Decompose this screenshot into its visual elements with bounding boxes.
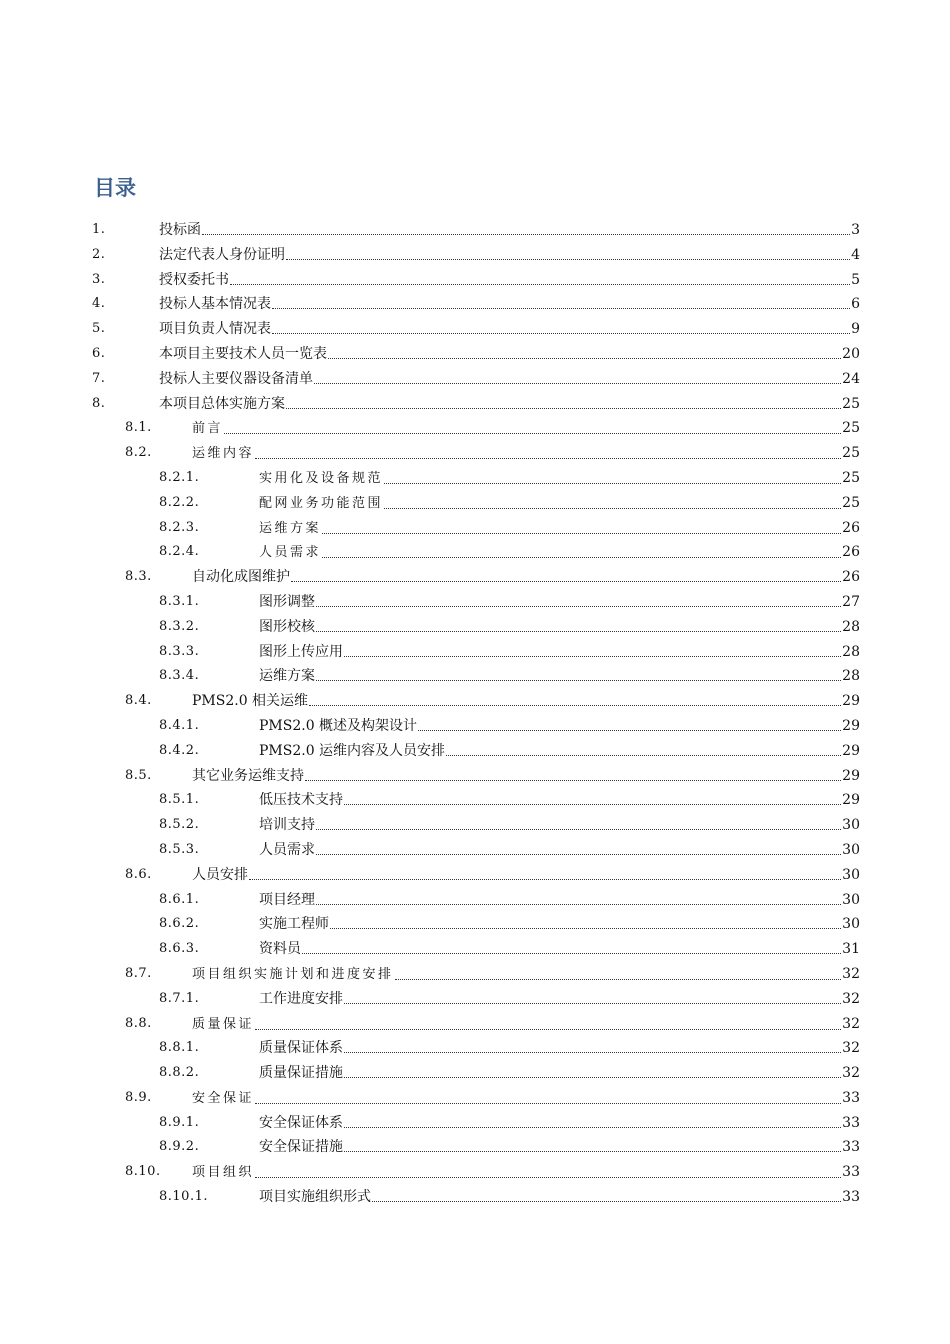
toc-entry[interactable]: [92, 491, 860, 516]
toc-entry[interactable]: [92, 714, 860, 739]
toc-entry-label: 质量保证: [192, 1016, 255, 1032]
toc-entry-page-number: 30: [842, 866, 860, 883]
toc-entry-number: 8.3.4.: [159, 668, 200, 684]
dot-leader: [384, 482, 841, 484]
toc-entry-body: [192, 767, 860, 785]
toc-entry-body: [259, 643, 860, 661]
toc-entry-body: [159, 345, 860, 363]
toc-entry[interactable]: [92, 1160, 860, 1185]
toc-entry[interactable]: [92, 317, 860, 342]
toc-title: 目录: [94, 176, 136, 200]
toc-entry-number: 8.6.3.: [159, 941, 200, 957]
dot-leader: [316, 828, 841, 830]
toc-entry-body: [159, 271, 860, 289]
toc-entry-label: 实用化及设备规范: [259, 470, 384, 486]
toc-entry-body: [159, 246, 860, 264]
toc-entry-label: 安全保证措施: [259, 1139, 343, 1156]
toc-entry-number: 8.9.1.: [159, 1114, 200, 1130]
toc-entry[interactable]: [92, 1185, 860, 1210]
dot-leader: [316, 903, 841, 905]
toc-entry-body: [259, 469, 860, 488]
toc-entry[interactable]: [92, 813, 860, 838]
toc-entry[interactable]: [92, 1036, 860, 1061]
toc-entry-body: [259, 667, 860, 685]
toc-entry-body: [192, 866, 860, 884]
toc-entry-label: 图形校核: [259, 618, 315, 635]
toc-entry-body: [192, 419, 860, 438]
toc-entry-page-number: 25: [842, 420, 860, 437]
toc-entry-number: 8.2.1.: [159, 469, 200, 485]
toc-entry-number: 4.: [92, 296, 106, 312]
toc-entry-body: [159, 370, 860, 388]
toc-entry-number: 8.7.: [125, 965, 152, 981]
toc-entry-number: 8.8.2.: [159, 1065, 200, 1081]
toc-entry-number: 8.10.: [125, 1164, 161, 1180]
toc-entry-number: 3.: [92, 271, 106, 287]
toc-entry-number: 8.3.2.: [159, 618, 200, 634]
toc-entry-number: 8.4.1.: [159, 717, 200, 733]
toc-entry-body: [259, 990, 860, 1008]
toc-entry[interactable]: [92, 615, 860, 640]
toc-entry[interactable]: [92, 1061, 860, 1086]
toc-entry-label: 项目经理: [259, 891, 315, 908]
toc-entry-label: 本项目总体实施方案: [159, 395, 285, 412]
toc-entry-number: 8.10.1.: [159, 1189, 208, 1205]
toc-entry-body: [192, 444, 860, 463]
toc-entry-number: 8.6.1.: [159, 891, 200, 907]
toc-entry-number: 8.5.1.: [159, 792, 200, 808]
toc-entry-body: [259, 742, 860, 760]
toc-entry-label: 工作进度安排: [259, 990, 343, 1007]
toc-entry[interactable]: [92, 565, 860, 590]
toc-entry-page-number: 28: [842, 668, 860, 685]
toc-entry-body: [159, 221, 860, 239]
toc-entry-number: 8.5.2.: [159, 817, 200, 833]
toc-entry-label: PMS2.0 概述及构架设计: [259, 717, 418, 734]
dot-leader: [418, 729, 841, 731]
toc-entry-number: 8.1.: [125, 420, 152, 436]
toc-entry-label: 项目组织实施计划和进度安排: [192, 966, 394, 982]
toc-entry-body: [259, 543, 860, 562]
toc-entry-number: 8.: [92, 395, 106, 411]
toc-entry-label: 资料员: [259, 941, 301, 958]
toc-entry-body: [259, 1039, 860, 1057]
toc-entry-body: [192, 1015, 860, 1034]
toc-entry-number: 8.3.1.: [159, 593, 200, 609]
toc-entry-label: 投标函: [159, 222, 201, 238]
toc-entry-page-number: 30: [842, 916, 860, 933]
toc-entry[interactable]: [92, 987, 860, 1012]
toc-entry-page-number: 30: [842, 841, 860, 858]
toc-entry-number: 5.: [92, 321, 106, 337]
toc-entry-number: 8.9.: [125, 1089, 152, 1105]
toc-entry[interactable]: [92, 1086, 860, 1111]
dot-leader: [316, 630, 841, 632]
toc-entry-page-number: 32: [842, 965, 860, 982]
dot-leader: [344, 655, 841, 657]
toc-entry-number: 8.2.3.: [159, 519, 200, 535]
dot-leader: [316, 605, 841, 607]
toc-entry[interactable]: [92, 838, 860, 863]
toc-entry-page-number: 31: [842, 941, 860, 958]
toc-entry[interactable]: [92, 466, 860, 491]
dot-leader: [322, 556, 841, 558]
toc-entry-number: 8.5.: [125, 767, 152, 783]
toc-entry-page-number: 25: [842, 445, 860, 462]
dot-leader: [302, 952, 841, 954]
dot-leader: [249, 878, 841, 880]
toc-entry[interactable]: [92, 516, 860, 541]
toc-entry-number: 8.6.2.: [159, 916, 200, 932]
toc-entry[interactable]: [92, 689, 860, 714]
toc-entry-body: [192, 692, 860, 710]
toc-entry-label: 安全保证: [192, 1090, 255, 1106]
toc-entry-number: 8.5.3.: [159, 841, 200, 857]
toc-entry-label: 投标人主要仪器设备清单: [159, 370, 313, 387]
toc-entry[interactable]: [92, 367, 860, 392]
toc-entry-label: 图形调整: [259, 593, 315, 610]
toc-entry[interactable]: [92, 590, 860, 615]
toc-entry-number: 8.8.: [125, 1015, 152, 1031]
toc-entry-body: [192, 965, 860, 984]
toc-entry-page-number: 29: [842, 693, 860, 710]
toc-entry[interactable]: [92, 1135, 860, 1160]
toc-entry-page-number: 30: [842, 891, 860, 908]
toc-entry-label: PMS2.0 运维内容及人员安排: [259, 742, 446, 759]
dot-leader: [344, 1076, 841, 1078]
toc-entry-body: [259, 593, 860, 611]
dot-leader: [230, 283, 850, 285]
toc-entry-body: [259, 915, 860, 933]
toc-entry-page-number: 29: [842, 717, 860, 734]
toc-entry-label: 人员需求: [259, 545, 322, 561]
toc-entry-number: 8.3.: [125, 569, 152, 585]
toc-entry-number: 8.2.: [125, 445, 152, 461]
dot-leader: [314, 382, 841, 384]
toc-entry-body: [192, 568, 860, 586]
dot-leader: [272, 332, 850, 334]
dot-leader: [344, 803, 841, 805]
table-of-contents: [92, 218, 860, 1210]
toc-entry[interactable]: [92, 441, 860, 466]
toc-entry-body: [259, 519, 860, 538]
dot-leader: [286, 258, 850, 260]
toc-entry-page-number: 4: [851, 246, 860, 263]
toc-entry-number: 8.4.: [125, 693, 152, 709]
toc-entry-page-number: 27: [842, 593, 860, 610]
toc-entry-body: [259, 1114, 860, 1132]
toc-entry-body: [159, 295, 860, 313]
dot-leader: [255, 1102, 841, 1104]
toc-entry[interactable]: [92, 640, 860, 665]
toc-entry[interactable]: [92, 912, 860, 937]
toc-entry-body: [259, 494, 860, 513]
toc-entry-label: 授权委托书: [159, 271, 229, 288]
toc-entry-page-number: 33: [842, 1139, 860, 1156]
toc-entry-number: 8.6.: [125, 866, 152, 882]
toc-entry-page-number: 25: [842, 395, 860, 412]
toc-entry[interactable]: [92, 392, 860, 417]
toc-entry-body: [259, 1064, 860, 1082]
toc-entry-body: [259, 841, 860, 859]
dot-leader: [286, 407, 841, 409]
toc-entry-body: [259, 816, 860, 834]
toc-entry[interactable]: [92, 268, 860, 293]
toc-entry[interactable]: [92, 1012, 860, 1037]
toc-entry-body: [192, 1163, 860, 1182]
toc-entry-label: 本项目主要技术人员一览表: [159, 345, 327, 362]
toc-entry-body: [259, 791, 860, 809]
toc-entry-page-number: 5: [851, 271, 860, 288]
toc-entry-body: [192, 1089, 860, 1108]
toc-entry-number: 6.: [92, 345, 106, 361]
toc-entry-page-number: 30: [842, 817, 860, 834]
toc-entry-number: 8.3.3.: [159, 643, 200, 659]
toc-entry-number: 1.: [92, 222, 106, 237]
toc-entry-body: [259, 1188, 860, 1206]
toc-entry-body: [259, 717, 860, 735]
toc-entry-page-number: 32: [842, 1065, 860, 1082]
toc-entry-label: PMS2.0 相关运维: [192, 693, 309, 710]
toc-entry-page-number: 6: [851, 296, 860, 313]
toc-entry[interactable]: [92, 292, 860, 317]
toc-entry-label: 运维方案: [259, 668, 315, 685]
toc-entry-label: 项目负责人情况表: [159, 321, 271, 338]
toc-entry[interactable]: [92, 243, 860, 268]
toc-entry-page-number: 28: [842, 618, 860, 635]
dot-leader: [372, 1200, 841, 1202]
toc-entry-page-number: 25: [842, 494, 860, 511]
toc-entry-label: 法定代表人身份证明: [159, 246, 285, 263]
toc-entry-label: 配网业务功能范围: [259, 495, 384, 511]
toc-entry-label: 前言: [192, 421, 224, 437]
toc-entry[interactable]: [92, 739, 860, 764]
toc-entry-page-number: 9: [851, 321, 860, 338]
toc-entry[interactable]: [92, 863, 860, 888]
dot-leader: [291, 580, 841, 582]
dot-leader: [344, 1051, 841, 1053]
toc-entry-label: 安全保证体系: [259, 1114, 343, 1131]
dot-leader: [316, 679, 841, 681]
toc-entry-label: 人员安排: [192, 866, 248, 883]
dot-leader: [384, 507, 841, 509]
dot-leader: [255, 1176, 841, 1178]
toc-entry-page-number: 33: [842, 1164, 860, 1181]
dot-leader: [330, 927, 841, 929]
toc-entry-label: 培训支持: [259, 817, 315, 834]
toc-entry-label: 质量保证措施: [259, 1065, 343, 1082]
toc-entry-body: [159, 395, 860, 413]
dot-leader: [344, 1150, 841, 1152]
toc-entry-label: 运维内容: [192, 446, 255, 462]
toc-entry-label: 自动化成图维护: [192, 569, 290, 586]
toc-entry-page-number: 26: [842, 519, 860, 536]
dot-leader: [272, 307, 850, 309]
dot-leader: [344, 1126, 841, 1128]
dot-leader: [328, 357, 841, 359]
toc-entry-body: [259, 618, 860, 636]
toc-entry[interactable]: [92, 888, 860, 913]
dot-leader: [255, 457, 841, 459]
toc-entry[interactable]: [92, 664, 860, 689]
toc-entry[interactable]: [92, 764, 860, 789]
dot-leader: [255, 1028, 841, 1030]
toc-entry-number: 7.: [92, 370, 106, 386]
toc-entry-label: 其它业务运维支持: [192, 767, 304, 784]
toc-entry-page-number: 33: [842, 1189, 860, 1206]
toc-entry[interactable]: [92, 962, 860, 987]
toc-entry-page-number: 24: [842, 370, 860, 387]
toc-entry-label: 实施工程师: [259, 916, 329, 933]
toc-entry[interactable]: [92, 1111, 860, 1136]
dot-leader: [446, 754, 841, 756]
dot-leader: [224, 432, 841, 434]
dot-leader: [202, 233, 850, 235]
toc-entry-number: 2.: [92, 246, 106, 262]
toc-entry[interactable]: [92, 416, 860, 441]
toc-entry-label: 运维方案: [259, 520, 322, 536]
dot-leader: [344, 1002, 841, 1004]
toc-entry-page-number: 32: [842, 1040, 860, 1057]
toc-entry-label: 投标人基本情况表: [159, 296, 271, 313]
toc-entry[interactable]: [92, 540, 860, 565]
toc-entry-number: 8.4.2.: [159, 742, 200, 758]
toc-entry-page-number: 29: [842, 742, 860, 759]
toc-entry-number: 8.8.1.: [159, 1040, 200, 1056]
toc-entry-page-number: 33: [842, 1114, 860, 1131]
toc-entry-label: 图形上传应用: [259, 643, 343, 660]
dot-leader: [309, 704, 841, 706]
dot-leader: [316, 853, 841, 855]
toc-entry-page-number: 32: [842, 990, 860, 1007]
toc-entry[interactable]: [92, 342, 860, 367]
dot-leader: [322, 532, 841, 534]
toc-entry-page-number: 25: [842, 469, 860, 486]
toc-entry-page-number: 29: [842, 767, 860, 784]
toc-entry-page-number: 3: [851, 222, 860, 238]
toc-entry[interactable]: [92, 218, 860, 243]
toc-entry-number: 8.7.1.: [159, 990, 200, 1006]
toc-entry-number: 8.2.4.: [159, 544, 200, 560]
toc-entry-page-number: 28: [842, 643, 860, 660]
toc-entry-number: 8.9.2.: [159, 1139, 200, 1155]
toc-entry-page-number: 26: [842, 569, 860, 586]
toc-entry-page-number: 26: [842, 544, 860, 561]
toc-entry-body: [259, 940, 860, 958]
toc-entry-page-number: 33: [842, 1089, 860, 1106]
toc-entry-body: [159, 320, 860, 338]
toc-entry-number: 8.2.2.: [159, 494, 200, 510]
toc-entry[interactable]: [92, 937, 860, 962]
toc-entry-label: 项目实施组织形式: [259, 1189, 371, 1206]
toc-entry[interactable]: [92, 788, 860, 813]
dot-leader: [395, 978, 842, 980]
toc-entry-label: 项目组织: [192, 1165, 255, 1181]
dot-leader: [305, 779, 841, 781]
toc-entry-page-number: 32: [842, 1015, 860, 1032]
toc-entry-page-number: 20: [842, 345, 860, 362]
toc-entry-body: [259, 1138, 860, 1156]
toc-entry-body: [259, 891, 860, 909]
toc-entry-label: 人员需求: [259, 841, 315, 858]
toc-entry-label: 低压技术支持: [259, 792, 343, 809]
toc-entry-label: 质量保证体系: [259, 1040, 343, 1057]
toc-entry-page-number: 29: [842, 792, 860, 809]
